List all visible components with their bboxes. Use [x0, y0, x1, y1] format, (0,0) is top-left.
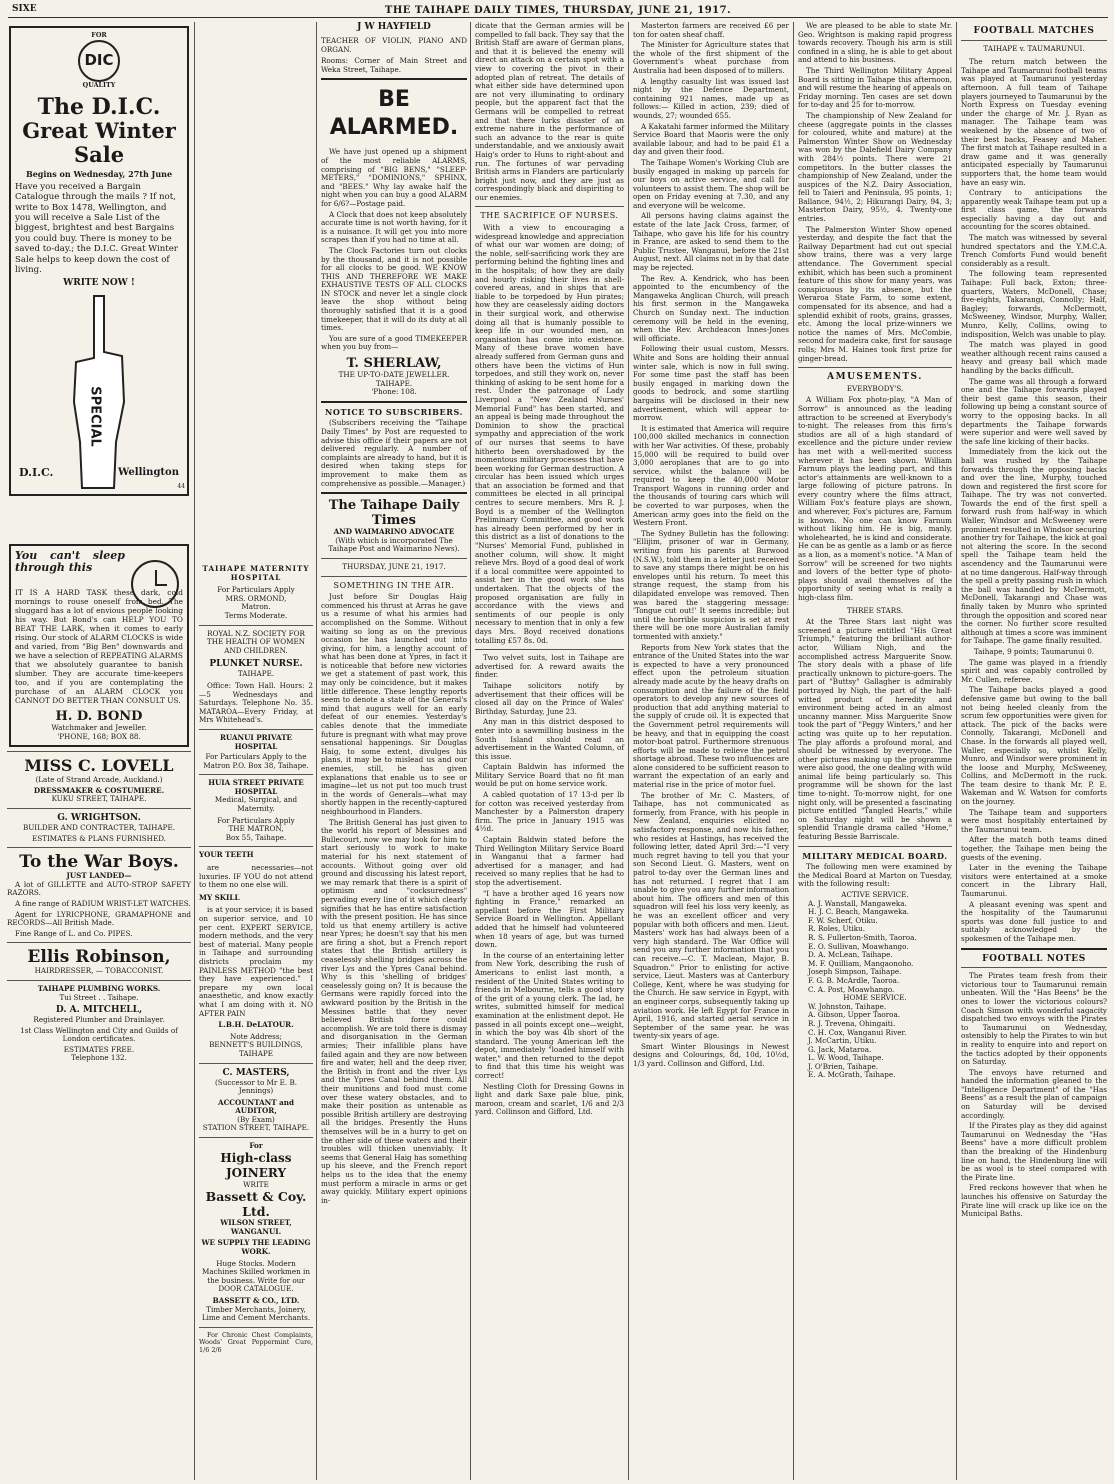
- dic-name: D.I.C.: [19, 466, 54, 480]
- list-item: L. W. Wood, Taihape.: [808, 1053, 884, 1063]
- war-razors: A lot of GILLETTE and AUTO-STROP SAFETY RAZORS.: [7, 879, 191, 898]
- plumbing-address: Tui Street . . Taihape.: [59, 992, 139, 1002]
- solicitors-note: Taihape solicitors notify by advertisement that their offices will be closed all day on the Prince of Wales' Birthday, Saturday, June 23.: [475, 680, 624, 716]
- column-1: [4, 22, 194, 1480]
- nestling-cloth: Nestling Cloth for Dressing Gowns in light and dark Saxe pale blue, pink, maroon, cream and scarlet, 1/6 and 2/3 yard. Collinson and Gifford, Ltd.: [475, 1081, 624, 1117]
- lovell-name: MISS C. LOVELL: [24, 756, 174, 776]
- joinery-firm: BASSETT & CO., LTD.: [212, 1296, 300, 1305]
- dic-write-now: WRITE NOW !: [63, 278, 135, 289]
- skill-body: is at your service; it is based on superior service, and 10 per cent. EXPERT SERVICE, modern methods, and the very best of material. Many people in Taihape and surrounding districts proclaim my PAINLESS METHOD "the best they have experienced." I prepare my own local anaesthetic, and know exactly what I am doing with it. NO AFTER PAIN: [199, 905, 313, 1018]
- alarm-title: BE ALARMED.: [329, 87, 459, 141]
- joinery-merchants: Timber Merchants, Joinery, Lime and Cement Merchants.: [201, 1304, 311, 1323]
- teeth-body: are necessaries—not luxuries. IF YOU do not attend to them no one else will.: [199, 863, 313, 890]
- oats-note: Masterton farmers are received £6 per ton for oaten sheaf chaff.: [633, 22, 789, 39]
- list-item: A. Gibson, Upper Taoroa.: [808, 1010, 901, 1020]
- match-body-5: The match was played in good weather although recent rains caused a heavy and greasy ball which made handling by the backs difficult.: [961, 340, 1107, 375]
- dic-city: Wellington: [118, 467, 179, 479]
- plunket-body: Office: Town Hall. Hours: 2—5 Wednesdays and Saturdays. Telephone No. 35. MATAROA—Every Friday, at Mrs Whitehead's.: [199, 680, 313, 725]
- baldwin-note: Captain Baldwin has informed the Military Service Board that no fit man would be put on home service work.: [475, 762, 624, 789]
- maternity-who: MRS. ORMOND,: [225, 593, 287, 603]
- masters-trade: ACCOUNTANT and AUDITOR,: [218, 1097, 294, 1116]
- match-score: Taihape, 9 points; Taumarunui 0.: [973, 646, 1095, 656]
- active-service-list: [798, 900, 952, 995]
- petrol-note: Reports from New York states that the entrance of the United States into the war is expected to have a very pronounced effect upon the petroleum situation already made acute by the heavy drafts on consumption and the failure of the field operators to develop any new sources of production that add anything material to the supply of crude oil. It is expected that the Government petrol requirements will be heavy, and that in equipping the coast motor-boat patrol. Furthermore strenuous efforts will be made to relieve the petrol shortage abroad. These two influences are alone considered to be sufficient reason to warrant the expectation of an early and material rise in the price of motor fuel.: [633, 642, 789, 790]
- list-item: R. J. Trevena, Ohingaiti.: [808, 1018, 896, 1028]
- wrightson-trade: BUILDER AND CONTRACTER, TAIHAPE.: [22, 822, 176, 832]
- column-rule: [470, 22, 471, 1480]
- war-gramaphone: Agent for LYRICPHONE, GRAMAPHONE and RECORDS—All British Made.: [7, 909, 191, 928]
- lovell-address: KUKU STREET, TAIHAPE.: [51, 794, 147, 804]
- list-item: E. A. McGrath, Taihape.: [808, 1070, 896, 1080]
- dic-sale-title: Great Winter Sale: [22, 118, 176, 168]
- lovell-late: (Late of Strand Arcade, Auckland.): [35, 775, 163, 785]
- maternity-apply: For Particulars Apply: [217, 585, 295, 595]
- dic-body: Have you received a Bargain Catalogue through the mails ? If not, write to Box 1478, Wellington, and you will receive a Sale List of the biggest, brightest and best Bargains you could buy. There is money to be saved to-day.; the D.I.C. Great Winter Sale helps to keep down the cost of living.: [15, 181, 178, 276]
- masters-successor: (Successor to Mr E. B. Jennings): [214, 1077, 298, 1096]
- column-rule: [956, 22, 957, 1480]
- skill-name: L.B.H. DeLATOUR.: [218, 1020, 294, 1030]
- column-5: [630, 22, 792, 1480]
- kakatahi-note: A Kakatahi farmer informed the Military Service Board that Maoris were the only available labour, and had to be paid £1 a day and given their food.: [633, 121, 789, 157]
- brother-note: "I have a brother aged 16 years now fighting in France," remarked an appellant before the First Military Service Board in Wellington. Appellant added that he himself had volunteered when 18 years of age, but was turned down.: [475, 888, 624, 950]
- list-item: J. McCartin, Utiku.: [808, 1036, 877, 1046]
- masthead-note: (With which is incorporated The Taihape Post and Waimarino News).: [328, 535, 460, 554]
- list-item: D. A. McLean, Taihape.: [808, 950, 893, 960]
- dic-for: FOR: [91, 31, 107, 39]
- match-body-4: The following team represented Taihape: Full back, Exton; three-quarters, Waters, McDonell, Chase; five-eights, Takarangi, Connolly; Half, Bagley; forwards, McDermott, McSweeney, Windsor, Murphy, Waller, Munro, Kelly, Collins, owing to indisposition, Welch was unable to play.: [961, 269, 1107, 339]
- masters-address: STATION STREET, TAIHAPE.: [202, 1123, 310, 1133]
- skill-address: BENNETT'S BUILDINGS, TAIHAPE: [209, 1040, 303, 1058]
- nurses-body: With a view to encouraging a widespread knowledge and appreciation of what our war women are doing; of the noble, self-sacrificing work they are performing behind the fighting lines and in the hospitals; of how they are daily and hourly risking their lives in shell-covered areas, and in ships that are liable to be torpedoed by Hun pirates; how they are ceaselessly aiding doctors in their surgical work, and otherwise doing all that is humanly possible to keep life in our wounded men, an organisation has come into existence. Many of these brave women have already suffered from German guns and others have been the victims of Hun torpedoes, and still they work on, never thinking of asking to be sent home for a rest. Under the patronage of Lady Liverpool a "New Zealand Nurses' Memorial Fund" has been started, and an appeal is being made throughout the Dominion to show the practical sympathy and appreciation of the work of our nurses that seems to have hitherto been overshadowed by the momentous military processes that have been working for German destruction. A circular has been issued which urges that an association be formed and that committees be elected in all principal centres to secure members. Mrs R. J. Boyd is a member of the Wellington Preliminary Committee, and good work has already been performed by her in this district as a list of donations to the "Nurses' Memorial Fund, published in another column, will show. It might relieve Mrs. Boyd of a good deal of work if a local committee were appointed to assist her in the good work she has undertaken. That the objects of the proposed organisation are fully in accordance with the views and sentiments of our people is only necessary to mention that in only a few days Mrs. Boyd received donations totalling £57 8s. 0d.: [475, 223, 624, 645]
- everybodys-body: A William Fox photo-play, "A Man of Sorrow" is announced as the leading attraction to be screened at Everybody's to-night. The releases from this firm's studios are all of a high standard of excellence and the picture under review has met with a well-merited success wherever it has been shown. William Farnum plays the leading part, and this actor's attainments are well-known to a large following of picture patrons. In every country where the films attract, William Fox's feature plays are shown, and wherever, Fox's pictures are, Farnum is known. No one can know Farnum without liking him. He is big, manly, wholehearted, he is kind and considerate. He can be as gentle as a lamb or as fierce as a lion, as a moment's notice. "A Man of Sorrow" will be screened for two nights and lovers of the better type of photo-plays should avail themselves of the opportunity of seeing what is really a high-class film.: [798, 395, 952, 602]
- page-title: THE TAIHAPE DAILY TIMES, THURSDAY, JUNE 21, 1917.: [384, 5, 732, 16]
- blousings-note: Smart Winter Blousings in Newest designs and Colourings, 8d, 10d, 10½d, 1/3 yard. Collinson and Gifford, Ltd.: [633, 1041, 789, 1069]
- list-item: J. O'Brien, Taihape.: [808, 1061, 879, 1071]
- bond-name: H. D. BOND: [55, 709, 143, 724]
- sawmill-note: Any man in this district desposed to enter into a sawmilling business in the South Island should read an advertisement in the Wanted Column, of this issue.: [475, 717, 624, 761]
- war-boys-title: To the War Boys.: [19, 852, 179, 873]
- alarm-clock-icon: [131, 560, 179, 608]
- air-body-1: Just before Sir Douglas Haig commenced his thrust at Arras he gave us a resume of what his armies had accomplished on the Somme. Without waiting so long as on the previous occasion he has launched out into giving, for him, a lengthy account of what has been done at Ypres, in fact it is noticeable that before new victories we get a statement of past work, this may only be coincidence, but it makes little difference. These lengthy reports seem to denote a state of the General's mind that augurs well for an early defeat of our enemies. Yesterday's cables denote that the immediate future is pregnant with what may prove sensational happenings. Sir Douglas Haig, to some extent, divulges his plans, it may be to mislead us and our enemies, still, he has given explanations that enable us to see or imagine—let us not put too much trust in the words of Generals—what may shortly happen in the recently-captured neighbourhood in Flanders.: [321, 592, 467, 816]
- dic-advert: [9, 26, 189, 496]
- bond-phone: 'PHONE, 168; BOX 88.: [57, 731, 141, 741]
- mitchell-trade: Registered Plumber and Drainlayer.: [33, 1015, 165, 1025]
- air-body-continued: dicate that the German armies will be compelled to fall back. They say that the British Staff are aware of German plans, and that it is believed the enemy will direct an attack on a certain spot with a view to covering the pivot in their adopted plan of retreat. The details of what either side have determined upon are not very illuminating to ordinary people, but the apparent fact that the Germans will be compelled to retreat and that there lurks disaster of an extreme nature in the performance of such an advance to the rear is quite understandable, and we anxiously await Haig's order to Huns to right-about and run. The fortunes of war pervading British arms in Flanders are particularly bright just now, and they are just as correspondingly black and dispiriting to our enemies.: [475, 22, 624, 202]
- huia-title: HUIA STREET PRIVATE HOSPITAL: [208, 778, 304, 796]
- football-notes-title: FOOTBALL NOTES: [982, 953, 1086, 964]
- match-body-7: Immediately from the kick out the ball was rushed by the Taihape forwards through the opposing backs and over the line, Murphy, touched down and registered the first score for Taihape. The try was not converted. Towards the end of the first spell a forward rush from half-way in which Waller, Windsor and McSweeney were prominent resulted in Windsor securing another try for Taihape, the kick at goal not altering the score. In the second spell the Taihape team held the ascendency and the Taumarunui were at no time dangerous. Half-way through the spell a pretty passing rush in which the ball was handled by McDermott, McDonell, Takarangi and Chase was finally taken by Munro who sprinted through the opposition and scored near the corner. No further score resulted although at times a score was imminent for Taihape. The game finally resulted.: [961, 447, 1107, 646]
- list-item: C. A. Post, Moawhango.: [808, 984, 895, 994]
- wrightson-estimates: ESTIMATES & PLANS FURNISHED.: [31, 833, 166, 843]
- match-body-1: The return match between the Taihape and Taumarunui football teams was played at Taumarunui yesterday afternoon. A full team of Taihape players journeyed to Taumarunui by the North Express on Tuesday evening under the charge of Mr. J. Ryan as manager. The Taihape team was weakened by the absence of two of their best backs, Feasey and Maher. The first match at Taihape resulted in a draw game and it was generally anticipated especially by Taumarunui supporters that, the home team would have an easy win.: [961, 57, 1107, 187]
- huia-box: Box 55, Taihape.: [225, 832, 287, 842]
- list-item: R. Roles, Utiku.: [808, 924, 866, 934]
- joinery-firm-name: Bassett & Coy. Ltd.: [205, 1189, 307, 1220]
- huia-apply: For Particulars Apply: [217, 815, 295, 825]
- huia-sub: Medical, Surgical, and Maternity.: [214, 795, 298, 814]
- masters-exam: (By Exam): [237, 1114, 275, 1124]
- masters-brother-note: The brother of Mr. C. Masters, of Taihape, has not communicated as formerly, from France, with his people in New Zealand, enquiries elicited no satisfactory response, and now his father, who resides at Hastings, has received the following letter, dated April 3rd:—"I very much regret having to tell you that your son Second Lieut. G. Masters, went on patrol to-day over the German lines and has not returned. I regret that I am unable to give you any further information about him. The officers and men of this squadron will feel his loss very keenly, as he was an excellent officer and very popular with both officers and men. Lieut. Masters' work has had always been of a very high standard. The War Office will send you any further information that you can receive.—C. T. Maclean, Major, B. Squadron." Prior to enlisting for active service, Lieut. Masters was at Canterbury College, Kent, where he was studying for the Church. He saw service in Egypt, with an engineer corps, subsequently taking up aviation work. He left Egypt for France in April, 1916, and started aerial service in September of the same year. he was twenty-six years of age.: [633, 790, 789, 1041]
- list-item: W. Johnston, Taihape.: [808, 1001, 887, 1011]
- dic-logo-icon: DIC: [78, 40, 120, 82]
- masthead-title: The Taihape Daily Times: [328, 498, 460, 529]
- cross-estate-note: All persons having claims against the estate of the late Jack Cross, farmer, of Taihape, who gave his life for his country in France, are asked to send them to the Public Trustee, Wanganui, before the 21st August, next. All claims not in by that date may be rejected.: [633, 211, 789, 273]
- match-body-11: After the match both teams dined together, the Taihape men being the guests of the evening.: [961, 835, 1107, 862]
- column-rule: [194, 22, 195, 1480]
- wrightson-recovery: We are pleased to be able to state Mr. Geo. Wrightson is making rapid progress towards recovery. Though his arm is still confined in a sling, he is able to get about and attend to his business.: [798, 22, 952, 65]
- woods-cure: For Chronic Chest Complaints, Woods' Great Peppermint Cure, 1/6 2/6: [199, 1330, 313, 1354]
- lovell-trade: DRESSMAKER & COSTUMIERE.: [33, 785, 165, 795]
- bulletin-note: The Sydney Bulletin has the following: "Ellijim, prisoner of war in Germany, writing from his parents at Burwood (N.S.W.), told them in a letter just received to save any stamps there might be on his envelopes until his return. To meet this strange request, the stamp from his dilapidated envelope was removed. Then was bared the staggering message: 'Tongue cut out!' It seems incredible; but until the horrible suspicion is set at rest there will be one more Australian family tormented with anxiety.": [633, 528, 789, 641]
- baldwin-note-2: Captain Baldwin stated before the Third Wellington Military Service Board in Wanganui that a farmer had advertised for a manager, and had received so many replies that he had to stop the advertisement.: [475, 835, 624, 887]
- huia-who: THE MATRON,: [228, 824, 284, 834]
- home-service-list: [798, 1003, 952, 1080]
- appeal-board-note: The Third Wellington Military Appeal Board is sitting in Taihape this afternoon, and will resume the hearing of appeals on Friday morning. Ten cases are set down for to-day and 25 for to-morrow.: [798, 65, 952, 110]
- sherlaw-town: TAIHAPE.: [375, 378, 413, 388]
- match-body-3: The match was witnessed by several hundred spectators and the Y.M.C.A. Trench Comforts Fund would benefit considerably as a result.: [961, 233, 1107, 268]
- maternity-role: Matron.: [241, 602, 271, 612]
- masthead-sub: AND WAIMARINO ADVOCATE: [333, 527, 455, 537]
- three-stars-body: At the Three Stars last night was screened a picture entitled "His Great Triumph," featuring the brilliant author-actor, William Nigh, and the accomplished actress Marguerite Snow. The story deals with a phase of life practically unknown to picture-goers. The part of "Buttsy" Gallagher is admirably portrayed by Nigh, the part of the half-witted product of heredity and environment being acted in an almost uncanny manner. Miss Marguerite Snow took the part of "Peggy Winters," and her acting was quite up to her reputation. The play affords a profound moral, and should be witnessed by everyone. The other pictures making up the programme were also good, the one dealing with wild animal life being particularly so. This programme will be shown for the last time to-night. To-morrow night, for one night only, will be presented a fascinating picture entitled "Tangled Hearts," while on Saturday night will be shown a splendid Triangle drama called "Home," featuring Bessie Barriscale.: [798, 617, 952, 842]
- list-item: R. S. Fullerton-Smith, Taoroa.: [808, 932, 917, 942]
- mitchell-name: D. A. MITCHELL,: [55, 1005, 143, 1016]
- three-stars-title: THREE STARS.: [846, 605, 904, 615]
- dic-special: SPECIAL: [87, 386, 103, 447]
- joinery-body: Huge Stocks. Modern Machines Skilled workmen in the business. Write for our DOOR CATALOGUE.: [202, 1258, 310, 1294]
- match-body-13: A pleasant evening was spent and the hospitality of the Taumarunui sports was done full justice to and suitably acknowledged by the spokesmen of the Taihape men.: [961, 899, 1107, 943]
- football-matches-title: FOOTBALL MATCHES: [973, 26, 1095, 36]
- ellis-name: Ellis Robinson,: [27, 947, 171, 968]
- masters-name: C. MASTERS,: [222, 1067, 290, 1078]
- everybodys-title: EVERYBODY'S.: [846, 383, 904, 393]
- cotton-note: A cabled quotation of 17 13-d per lb for cotton was received yesterday from Manchester by a Palmerston drapery firm. The price in January 1915 was 4½d.: [475, 790, 624, 834]
- column-2: [196, 565, 316, 1480]
- air-title: SOMETHING IN THE AIR.: [333, 580, 455, 590]
- match-body-2: Contrary to anticipations the apparently weak Taihape team put up a first class game, the forwards especially having a day out and accounting for the scores obtained.: [961, 188, 1107, 232]
- column-3: [318, 22, 470, 1480]
- page-mark: SIXE: [12, 4, 37, 14]
- nurses-title: THE SACRIFICE OF NURSES.: [480, 211, 619, 221]
- home-service-heading: HOME SERVICE.: [843, 993, 907, 1003]
- match-body-9: The Taihape backs played a good defensive game but owing to the ball not being heeled cleanly from the scrum few opportunities were given for attack. The pick of the backs were Connolly, Takarangi, McDonell and Chase. In the forwards all played well, Waller, especially so, whilst Kelly, Munro, and Windsor were prominent in the loose and Murphy, McSweeney, Collins, and McDermott in the ruck. The team desire to thank Mr. P. E. Wakeman and W. Watson for comforts on the journey.: [961, 685, 1107, 807]
- list-item: H. J. C. Beach, Mangaweka.: [808, 907, 910, 917]
- list-item: G. Jack, Mataroa.: [808, 1044, 872, 1054]
- plunket-title: PLUNKET NURSE.: [209, 659, 303, 670]
- match-body-6: The game was all through a forward one and the Taihape forwards played their best game this season, their following up being a constant source of worry to the opposing backs. In all departments the Taihape forwards were superior and were well saved by the safe line kicking of their backs.: [961, 376, 1107, 446]
- plunket-town: TAIHAPE.: [237, 669, 275, 679]
- sherlaw-trade: THE UP-TO-DATE JEWELLER.: [338, 370, 450, 380]
- plunket-society: ROYAL N.Z. SOCIETY FOR THE HEALTH OF WOMEN AND CHILDREN.: [206, 628, 306, 655]
- skill-title: MY SKILL: [199, 892, 240, 902]
- kendrick-note: The Rev. A. Kendrick, who has been appointed to the encumbency of the Mangaweka Anglican Church, will preach his first sermon in the Mangaweka Church on Sunday next. The induction ceremony will be held in the evening, when the Rev. Archdeacon Innes-Jones will officiate.: [633, 273, 789, 343]
- mitchell-estimates: ESTIMATES FREE.: [63, 1044, 135, 1054]
- list-item: Joseph Simpson, Taihape.: [808, 967, 902, 977]
- bond-advert: [9, 544, 189, 747]
- maternity-title: TAIHAPE MATERNITY HOSPITAL: [202, 565, 310, 582]
- column-7: [958, 22, 1110, 1480]
- notes-body-4: Fred reckons however that when he launches his offensive on Saturday the Pirate line will crack up like ice on the Municipal Baths.: [961, 1183, 1107, 1219]
- amusements-title: AMUSEMENTS.: [827, 372, 923, 383]
- masthead-date: THURSDAY, JUNE 21, 1917.: [342, 561, 446, 571]
- hayfield-name: J W HAYFIELD: [357, 22, 431, 32]
- medical-board-title: MILITARY MEDICAL BOARD.: [802, 850, 948, 861]
- ruanui-body: For Particulars Apply to the Matron P.O. Box 38, Taihape.: [203, 752, 309, 770]
- list-item: E. O. Sullivan, Moawhango.: [808, 941, 909, 951]
- teeth-title: YOUR TEETH: [199, 850, 254, 860]
- new-york-letter: In the course of an entertaining letter from New York, describing the rush of Americans to enlist last month, a resident of the United States writing to friends in Melbourne, tells a good story of the grit of a young clerk. The lad, he writes, submitted himself for medical examination at the enlistment depot. He passed in all points except one—weight, in which the boy was 4lb short of the standard. The young American left the depot, immediately "loaded himself with water," and then returned to the depot to find that this time his weight was correct!: [475, 950, 624, 1081]
- war-watches: A fine range of RADIUM WRIST-LET WATCHES.: [15, 898, 191, 908]
- sherlaw-name: T. SHERLAW,: [346, 356, 442, 372]
- notice-title: NOTICE TO SUBSCRIBERS.: [325, 406, 463, 417]
- notes-body-1: The Pirates team fresh from their victorious tour to Taumarunui remain unbeaten. Will the "Has Beens" be the ones to lower the victorious colours? Coach Simson with wonderful sagacity dispatched two envoys with the Pirates to Taumarunui on Wednesday, ostensibly to help the Pirates to win but in reality to enquire into and report on the tactics adopted by their opponents on Saturday.: [961, 971, 1107, 1067]
- match-body-12: Later in the evening the Taihape visitors were entertained at a smoke concert in the Library Hall, Taumarunui.: [961, 863, 1107, 898]
- list-item: F. W. Scherf, Otiku.: [808, 915, 878, 925]
- white-sale-note: Following their usual custom, Messrs. White and Sons are holding their annual winter sale, which is now in full swing. For some time past the staff has been busily engaged in marking down the goods to bedrock, and some startling bargains will be disclosed in their new advertisement, which will appear to-morrow.: [633, 344, 789, 423]
- minister-note: The Minister for Agriculture states that the whole of the first shipment of the Government's wheat purchase from Australia had been disposed of to millers.: [633, 40, 789, 75]
- womens-club-note: The Taihape Women's Working Club are busily engaged in making up parcels for our boys on active service, and call for volunteers to assist them. The shop will be open on Friday evening at 7.30, and any and everyone will be welcome.: [633, 157, 789, 210]
- joinery-for: For: [249, 1141, 263, 1151]
- hayfield-trade: TEACHER OF VIOLIN, PIANO AND ORGAN.: [321, 36, 467, 54]
- winter-show-note: The Palmerston Winter Show opened yesterday, and despite the fact that the Railway Department had cut out special show trains, there was a very large attendance. The Government special exhibit, which has been such a prominent feature of this show for many years, was conspicuous by its absence, but the Weraroa State Farm, to some extent, compensated for its absence, and had a splendid exhibit of roots, grains, grasses, etc. Among the local prize-winners we notice the names of Mrs. McCombie, second for madeira cake, first for sausage rolls; Mrs M. Haines took first prize for ginger-bread.: [798, 224, 952, 363]
- dic-title: The D.I.C.: [37, 94, 161, 121]
- hayfield-rooms: Rooms: Corner of Main Street and Weka Street, Taihape.: [321, 56, 467, 74]
- joinery-address: WILSON STREET, WANGANUI.: [220, 1218, 292, 1236]
- match-title: TAIHAPE v. TAUMARUNUI.: [983, 43, 1085, 53]
- velvet-suits: Two velvet suits, lost in Taihape are advertised for. A reward awaits the finder.: [475, 653, 624, 680]
- list-item: A. J. Wanstall, Mangaweka.: [808, 898, 907, 908]
- column-rule: [793, 22, 794, 1480]
- list-item: F. G. B. McArdle, Taoroa.: [808, 975, 900, 985]
- maternity-terms: Terms Moderate.: [224, 610, 288, 620]
- america-note: It is estimated that America will require 100,000 skilled mechanics in connection with her War activities. Of these, probably 15,000 will be required to build over 3,000 aeroplanes that are to go into service, whilst the balance will be required to keep the 40,000 Motor Transport Wagons in running order and the thousands of touring cars which will be coverted to war purposes, when the American army goes into the field on the Western Front.: [633, 423, 789, 528]
- list-item: M. F. Quilliam, Mangaonoho.: [808, 958, 914, 968]
- bond-trade: Watchmaker and Jeweller.: [51, 723, 147, 732]
- skill-note: Note Address;: [230, 1031, 282, 1041]
- joinery-lead: WE SUPPLY THE LEADING WORK.: [201, 1238, 311, 1257]
- column-rule: [316, 22, 317, 1480]
- match-body-10: The Taihape team and supporters were most hospitably entertained by the Taumarunui team.: [961, 807, 1107, 834]
- ellis-trade: HAIRDRESSER, — TOBACCONIST.: [34, 966, 164, 976]
- bond-body: IT IS A HARD TASK these dark, cold mornings to rouse oneself from bed. The sluggard has a lot of envious people looking his way. But Bond's can HELP YOU TO BEAT THE LARK, when it comes to early rising. Our stock of ALARM CLOCKS is wide and varied, from "Big Ben" downwards and we have a selection of REPEATING ALARMS that we absolutely guarantee to banish slumber. They are accurate time-keepers too, and if you are contemplating the purchase of an ALARM CLOCK you CANNOT DO BETTER THAN CONSULT US.: [15, 588, 183, 705]
- dic-quality: QUALITY: [82, 80, 116, 89]
- column-6: [795, 22, 955, 1480]
- match-body-8: The game was played in a friendly spirit and was capably controlled by Mr. Cullen, referee.: [961, 657, 1107, 684]
- casualty-note: A lengthy casualty list was issued last night by the Defence Department, containing 921 names, made up as follows:— Killed in action, 239; died of wounds, 27; wounded 655.: [633, 76, 789, 120]
- alarm-body-4: You are sure of a good TIMEKEEPER when you buy from—: [321, 333, 467, 352]
- wrightson-name: G. WRIGHTSON.: [57, 812, 141, 823]
- joinery-title: High-class JOINERY: [220, 1150, 292, 1180]
- active-service-heading: ACTIVE SERVICE.: [841, 890, 909, 899]
- alarm-body-1: We have just opened up a shipment of the most reliable ALARMS, comprising of "BIG BENS," "SLEEP-METERS," "DOMINIONS," SPHINX, and "BEES." Why lay awake half the night when you can buy a good ALARM for 6/6?—Postage paid.: [321, 147, 467, 208]
- alarm-body-2: A Clock that does not keep absolutely accurate time is not worth having, for it is a nuisance. It will get you into more scrapes than if you had no time at all.: [321, 209, 467, 245]
- plumbing-works: TAIHAPE PLUMBING WORKS.: [37, 983, 161, 993]
- war-landed: JUST LANDED—: [66, 871, 132, 881]
- medical-board-intro: The following men were examined by the Medical Board at Marton on Tuesday, with the following result:: [798, 862, 952, 889]
- bond-script-heading: You can't sleep through this: [15, 549, 125, 574]
- war-pipes: Fine Range of L. and Co. PIPES.: [15, 928, 133, 938]
- notes-body-3: If the Pirates play as they did against Taumarunui on Wednesday the "Has Beens" have a more difficult problem than the breaking of the Hindenburg line on hand, the Hindenburg line will be as wool is to steel compared with the Pirate line.: [961, 1121, 1107, 1182]
- cheese-championship: The championship of New Zealand for cheese (aggregate points in the classes for coloured, white and mature) at the Palmerston Winter Show on Wednesday was won by the Dalefield Dairy Company with 284½ points. There were 21 competitors. In the butter classes the championship of New Zealand, under the auspices of the N.Z. Dairy Association, fell to Taieri and Peninsula, 95 points, 1; Ballance, 94½, 2; Hikurangi Dairy, 94, 3; Masterton Dairy, 95½, 4. Twenty-one entries.: [798, 110, 952, 224]
- column-4: [472, 22, 627, 1480]
- list-item: C. H. Cox, Wanganui River.: [808, 1027, 907, 1037]
- ruanui-title: RUANUI PRIVATE HOSPITAL: [219, 732, 293, 751]
- joinery-write: WRITE: [243, 1179, 269, 1189]
- column-rule: [628, 22, 629, 1480]
- mitchell-phone: Telephone 132.: [71, 1053, 127, 1063]
- dic-begins: Begins on Wednesday, 27th June: [25, 169, 173, 180]
- pointing-hand-icon: [64, 292, 134, 492]
- notice-body: (Subscribers receiving the "Taihape Daily Times" by Post are requested to advise this office if their papers are not delivered regularly. A number of complaints are already to hand, but it is desired when taking steps for improvement to make them as comprehensive as possible.—Manager.): [321, 418, 467, 488]
- sherlaw-phone: 'Phone: 108.: [371, 387, 417, 397]
- air-body-2: The British General has just given to the world his report of Messines and Bullecourt, now we may look for him to start seriously to work to make material for his next statement of accounts. Without going over old ground and discussing his latest report, we may remark that there is a spirit of optimism and "cocksuredness" pervading every line of it which clearly signifies that he has entire satisfaction with the present position. He has since told us that enemy artillery is active near Ypres; he doesn't say that his men are firing a shot, but a French report states that the British artillery is ceaselessly shelling bridges across the river Lys and the Ypres Canal behind. Why is this 'shelling of bridges' ceaselessly going on? It is because the Germans were rapidly forced into the awkward position by the British in the Messines battle that they never believed British force could accomplish. We are told there is dismay and disorganisation in the German armies; Their infallible plans have failed again and they are now between fire and water, hell and the deep river, the British in front and the river Lys and the Ypres Canal behind them. All their munitions and food must come over these watery obstacles, and to make their position as untenable as possible British artillery are destroying all the bridges. Presently the Huns themselves will be in a hurry to get on the other side of these waters and their troubles will thicken unenviably. It seems that General Haig has something up his sleeve, and the French report helps us to the idea that the enemy must perform a miracle in arms or get away quickly. Military expert opinions in-: [321, 817, 467, 1205]
- page-header: [8, 4, 1108, 18]
- alarm-body-3: The Clock Factories turn out clocks by the thousand, and it is not possible for all clocks to be good. WE KNOW THIS AND THEREFORE WE MAKE EXHAUSTIVE TESTS OF ALL CLOCKS IN STOCK and never let a single clock leave the shop without being thoroughly satisfied that it is a good timekeeper, that it will do its duty at all times.: [321, 245, 467, 333]
- notes-body-2: The envoys have returned and handed the information gleaned to the "Intelligence Department" of the "Has Beens" as a result the plan of campaign on Saturday will be devised accordingly.: [961, 1067, 1107, 1120]
- mitchell-class: 1st Class Wellington and City and Guilds of London certificates.: [20, 1025, 178, 1044]
- dic-number: 44: [177, 483, 185, 491]
